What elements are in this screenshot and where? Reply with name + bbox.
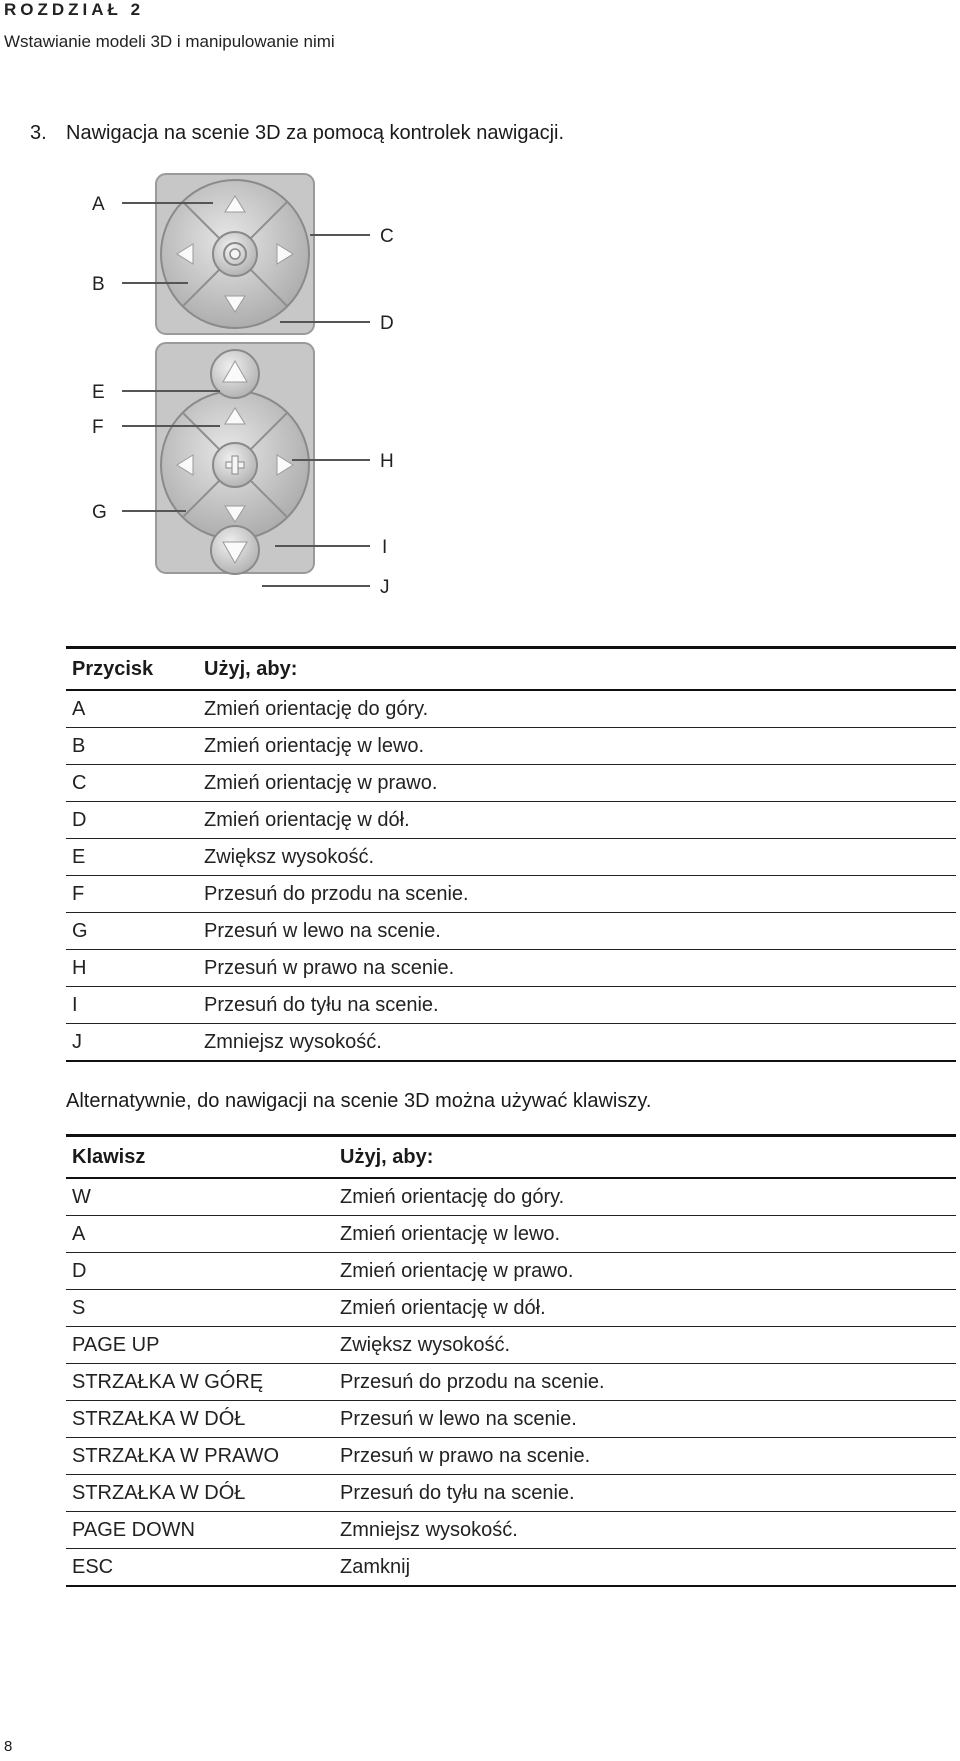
column-header: Użyj, aby: [334, 1136, 956, 1179]
table-row [66, 1364, 956, 1401]
step-text: Nawigacja na scenie 3D za pomocą kontrolek nawigacji. [66, 122, 565, 144]
table-row [66, 1327, 956, 1364]
table-cell-action: Zmniejsz wysokość. [198, 1024, 956, 1062]
table-cell-action: Przesuń w lewo na scenie. [334, 1401, 956, 1438]
callout-h: H [380, 451, 394, 472]
callout-i: I [382, 537, 388, 558]
table-row [66, 1178, 956, 1216]
table-cell-action: Zmień orientację w dół. [334, 1290, 956, 1327]
table-header-row [66, 1136, 956, 1179]
table-cell-action: Zmień orientację w dół. [198, 802, 956, 839]
table-cell-key: J [66, 1024, 198, 1062]
table-cell-key: G [66, 913, 198, 950]
table-row [66, 913, 956, 950]
orientation-control [156, 174, 314, 334]
table-row [66, 1438, 956, 1475]
table-row [66, 1475, 956, 1512]
table-cell-action: Zwiększ wysokość. [334, 1327, 956, 1364]
table-cell-action: Zmień orientację do góry. [334, 1178, 956, 1216]
table-cell-key: S [66, 1290, 334, 1327]
table-row [66, 839, 956, 876]
chapter-subtitle: Wstawianie modeli 3D i manipulowanie nimi [4, 32, 335, 51]
table-row [66, 1024, 956, 1062]
table-cell-key: B [66, 728, 198, 765]
movement-control [156, 343, 314, 574]
table-row [66, 876, 956, 913]
table-cell-key: PAGE DOWN [66, 1512, 334, 1549]
navigation-controls-figure [80, 168, 400, 628]
table-cell-key: C [66, 765, 198, 802]
table-cell-key: ESC [66, 1549, 334, 1587]
callout-b: B [92, 274, 105, 295]
callout-j: J [380, 577, 390, 598]
table-cell-action: Zmień orientację w lewo. [334, 1216, 956, 1253]
table-cell-key: E [66, 839, 198, 876]
table-cell-key: PAGE UP [66, 1327, 334, 1364]
table-cell-key: STRZAŁKA W DÓŁ [66, 1475, 334, 1512]
table-cell-key: STRZAŁKA W PRAWO [66, 1438, 334, 1475]
table-row [66, 987, 956, 1024]
table-cell-key: STRZAŁKA W GÓRĘ [66, 1364, 334, 1401]
buttons-table [66, 646, 956, 1062]
callout-g: G [92, 502, 107, 523]
table-cell-action: Zmniejsz wysokość. [334, 1512, 956, 1549]
table-cell-action: Przesuń w prawo na scenie. [198, 950, 956, 987]
table-row [66, 1290, 956, 1327]
step-number: 3. [30, 122, 47, 144]
table-cell-key: D [66, 1253, 334, 1290]
table-cell-action: Przesuń do przodu na scenie. [198, 876, 956, 913]
table-row [66, 802, 956, 839]
table-cell-key: I [66, 987, 198, 1024]
table-cell-action: Zamknij [334, 1549, 956, 1587]
table-cell-action: Zmień orientację w prawo. [334, 1253, 956, 1290]
table-cell-key: STRZAŁKA W DÓŁ [66, 1401, 334, 1438]
table-cell-action: Przesuń do tyłu na scenie. [198, 987, 956, 1024]
callout-d: D [380, 313, 394, 334]
alternative-keys-text: Alternatywnie, do nawigacji na scenie 3D można używać klawiszy. [66, 1090, 652, 1112]
table-cell-key: H [66, 950, 198, 987]
table-row [66, 1549, 956, 1587]
table-cell-key: D [66, 802, 198, 839]
table-cell-action: Zmień orientację w prawo. [198, 765, 956, 802]
table-cell-action: Zmień orientację do góry. [198, 690, 956, 728]
table-row [66, 1512, 956, 1549]
table-row [66, 1401, 956, 1438]
column-header: Klawisz [66, 1136, 334, 1179]
table-header-row [66, 648, 956, 691]
table-cell-key: A [66, 690, 198, 728]
chapter-heading: ROZDZIAŁ 2 [4, 0, 145, 19]
callout-c: C [380, 226, 394, 247]
table-row [66, 1253, 956, 1290]
table-cell-key: W [66, 1178, 334, 1216]
table-cell-key: A [66, 1216, 334, 1253]
table-cell-action: Przesuń do tyłu na scenie. [334, 1475, 956, 1512]
page-number: 8 [4, 1738, 13, 1755]
callout-f: F [92, 417, 104, 438]
table-cell-action: Przesuń w prawo na scenie. [334, 1438, 956, 1475]
table-cell-action: Zwiększ wysokość. [198, 839, 956, 876]
table-row [66, 690, 956, 728]
table-cell-action: Przesuń w lewo na scenie. [198, 913, 956, 950]
keys-table [66, 1134, 956, 1587]
column-header: Przycisk [66, 648, 198, 691]
table-row [66, 728, 956, 765]
callout-e: E [92, 382, 105, 403]
table-cell-key: F [66, 876, 198, 913]
column-header: Użyj, aby: [198, 648, 956, 691]
table-cell-action: Przesuń do przodu na scenie. [334, 1364, 956, 1401]
table-row [66, 765, 956, 802]
step-instruction [30, 122, 564, 145]
table-row [66, 1216, 956, 1253]
table-row [66, 950, 956, 987]
callout-a: A [92, 194, 105, 215]
table-cell-action: Zmień orientację w lewo. [198, 728, 956, 765]
